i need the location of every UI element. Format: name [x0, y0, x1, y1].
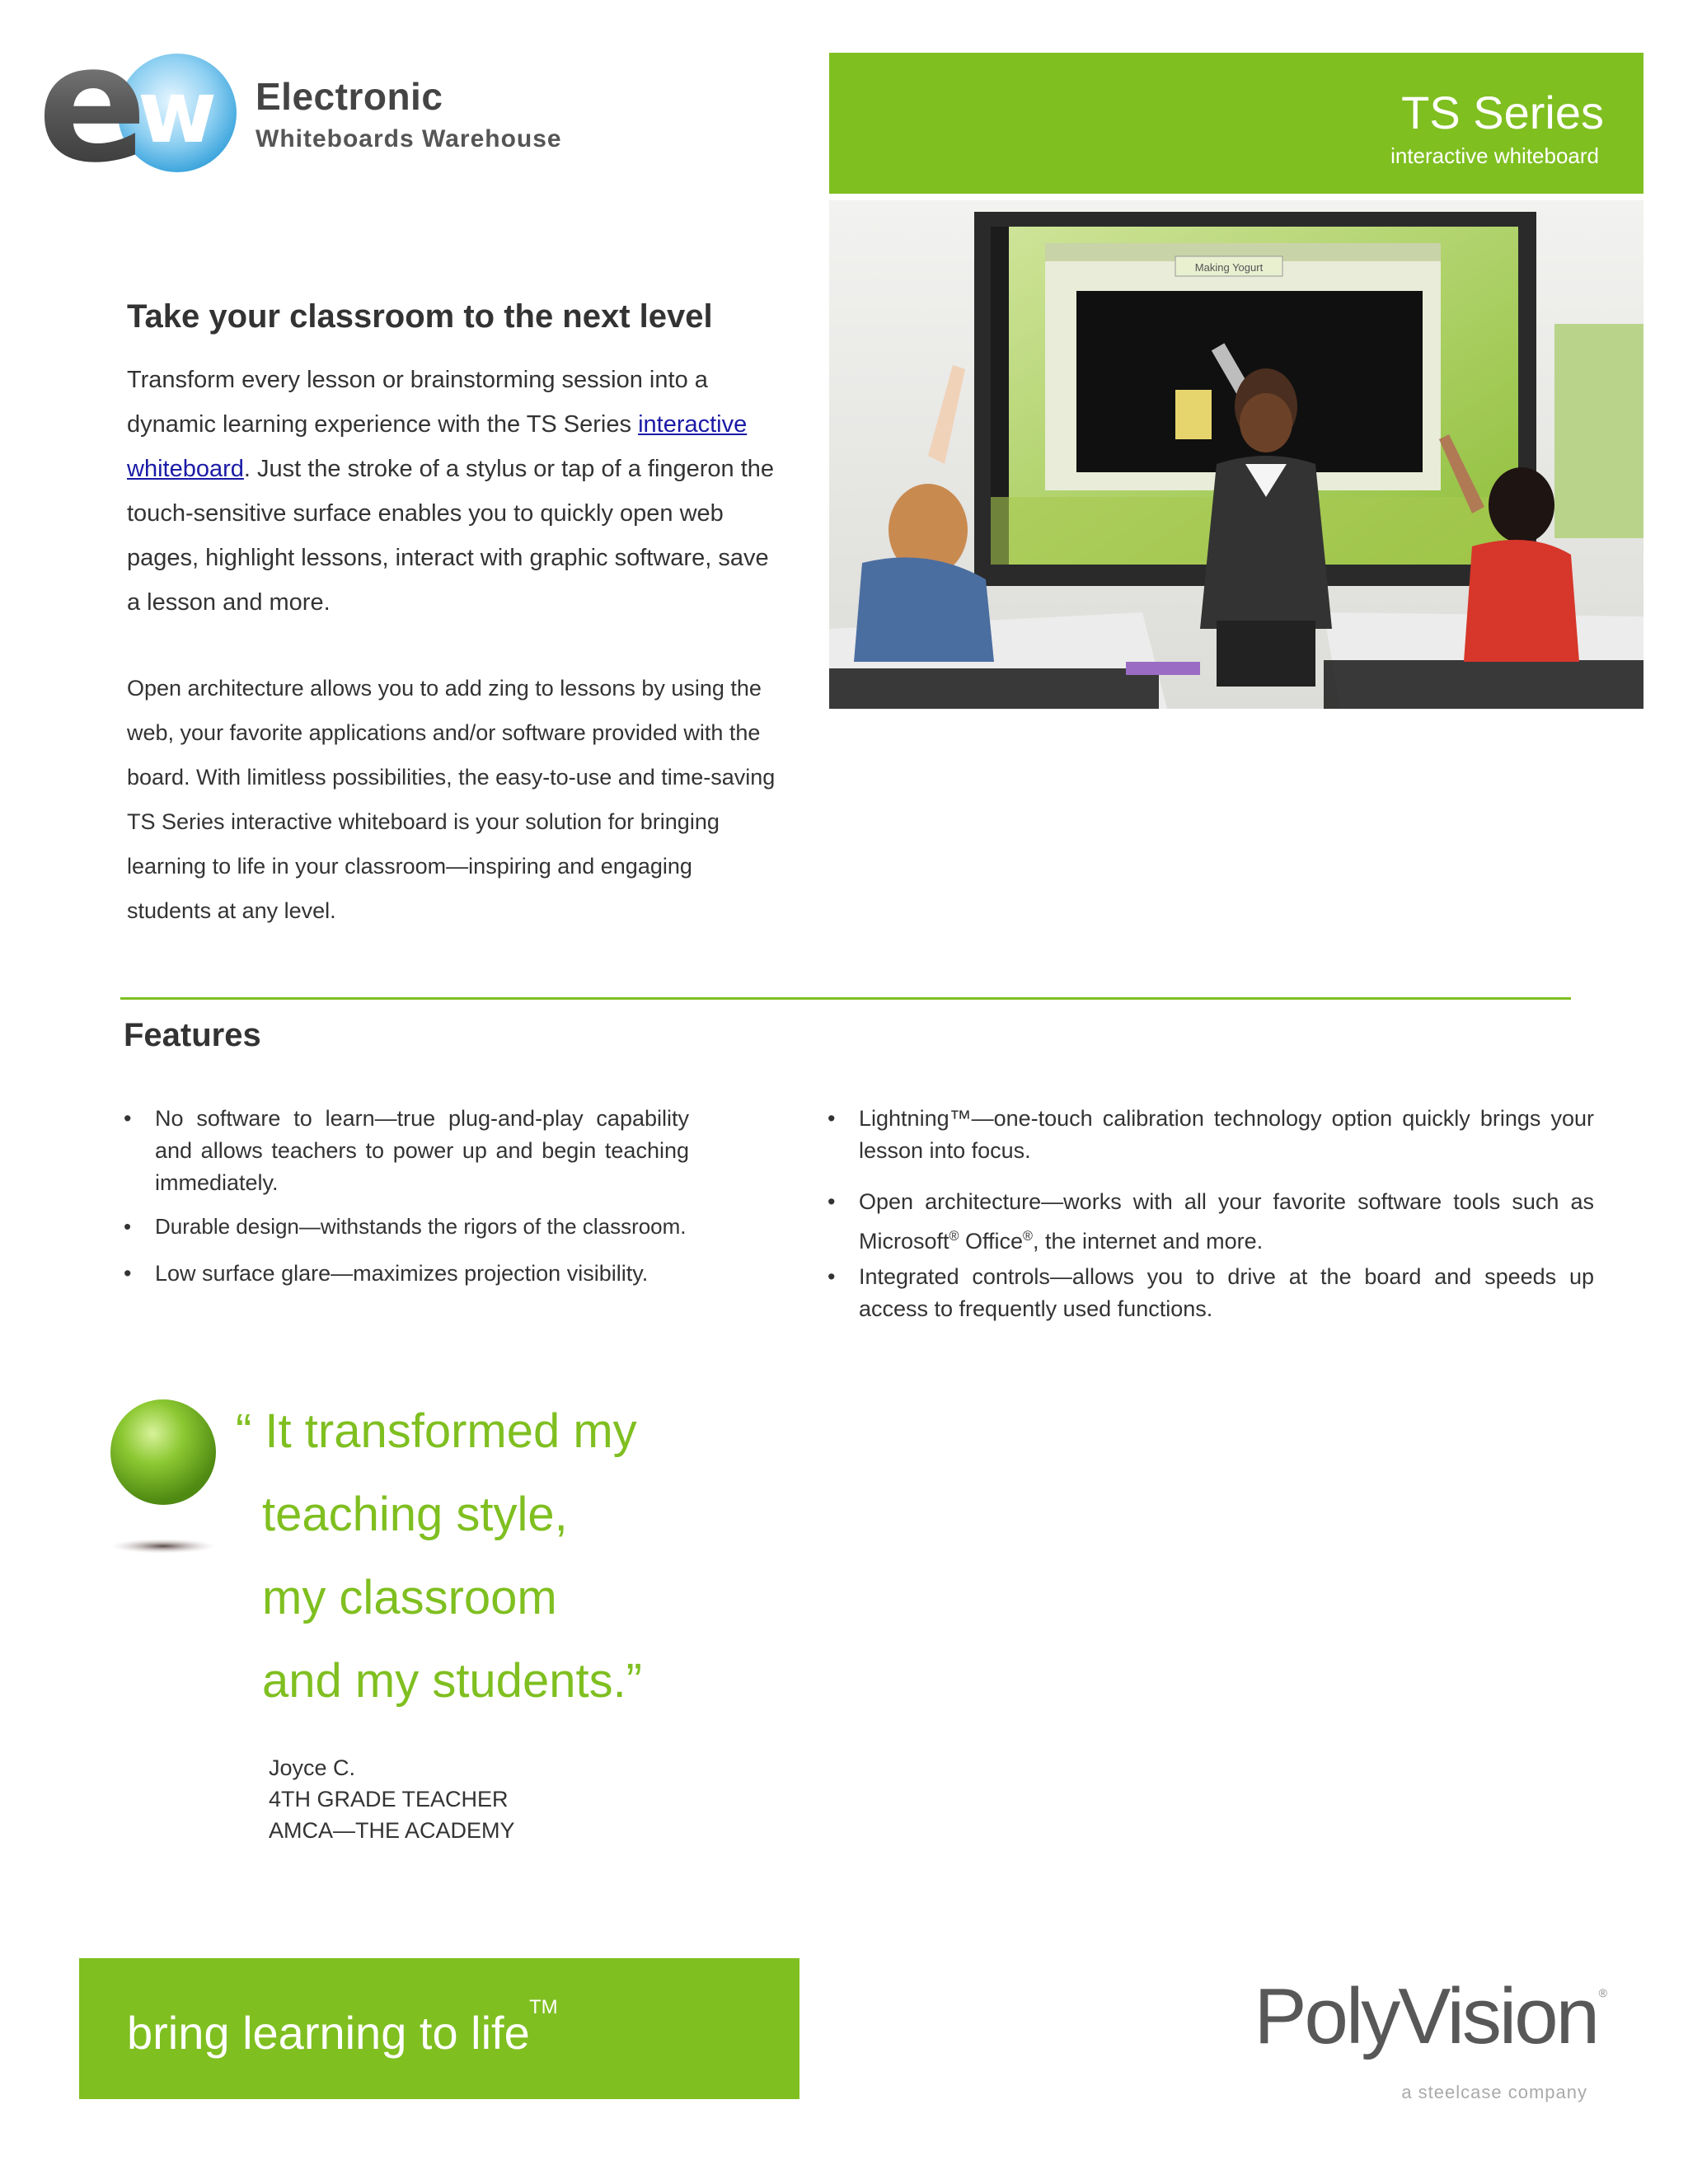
svg-text:e: e [37, 51, 148, 175]
quote-role: 4TH GRADE TEACHER [269, 1787, 509, 1811]
quote-line: my classroom [262, 1571, 557, 1624]
features-heading: Features [124, 1017, 261, 1053]
logo-title: Electronic [256, 75, 443, 118]
intro-paragraph-1 [127, 358, 778, 625]
feature-item: • Low surface glare—maximizes projection visibility. [124, 1258, 689, 1290]
series-title: TS Series [1401, 87, 1604, 138]
intro-heading: Take your classroom to the next level [127, 298, 713, 335]
brand-registered-mark: ® [1598, 1986, 1607, 1999]
classroom-photo [829, 200, 1643, 709]
series-subtitle: interactive whiteboard [1390, 143, 1599, 168]
feature-item: • Durable design—withstands the rigors of the classroom. [124, 1211, 689, 1243]
feature-text: Open architecture—works with all your favorite software tools such as Microsoft [859, 1189, 1594, 1254]
quote-attribution [269, 1752, 515, 1846]
green-sphere-icon [107, 1398, 219, 1559]
series-header-banner [829, 53, 1643, 194]
screen-label: Making Yogurt [1194, 261, 1264, 274]
quote-line: and my students.” [262, 1654, 642, 1708]
feature-item: • Integrated controls—allows you to drive at the board and speeds up access to frequently used functions. [828, 1261, 1594, 1325]
tagline-text: bring learning to life [127, 2007, 530, 2059]
quote-author: Joyce C. [269, 1755, 356, 1780]
feature-text: , the internet and more. [1032, 1229, 1264, 1254]
feature-text: Office [959, 1229, 1024, 1254]
feature-item: • Lightning™—one-touch calibration technology option quickly brings your lesson into focus. [828, 1103, 1594, 1167]
registered-mark: ® [949, 1229, 959, 1244]
ew-logo-icon [33, 51, 247, 175]
quote-org: AMCA—THE ACADEMY [269, 1818, 515, 1843]
feature-item [828, 1182, 1594, 1261]
svg-text:w: w [137, 62, 218, 162]
polyvision-logo [1236, 1963, 1607, 2111]
brand-name: PolyVision [1254, 1972, 1597, 2060]
trademark-mark: TM [529, 1996, 558, 2018]
intro-text: Transform every lesson or brainstorming session into a dynamic learning experience with the TS Series [127, 367, 708, 438]
logo-subtitle: Whiteboards Warehouse [256, 125, 562, 152]
intro-paragraph-2: Open architecture allows you to add zing to lessons by using the web, your favorite applications and/or software provided with the board. With limitless possibilities, the easy-to-use and time-saving TS Series interactive whiteboard is your solution for bringing learning to life in your classroom—inspiring and engaging students at any level. [127, 676, 776, 923]
quote-line: teaching style, [262, 1488, 568, 1541]
features-list-left [124, 1103, 689, 1290]
features-list-right [828, 1103, 1594, 1325]
quote-line: “ It transformed my [236, 1404, 637, 1458]
company-logo [33, 51, 577, 175]
interactive-whiteboard-link[interactable]: interactive whiteboard [127, 411, 748, 482]
testimonial-quote [236, 1390, 978, 1722]
classroom-illustration [829, 200, 1643, 709]
registered-mark: ® [1023, 1229, 1033, 1244]
feature-item: • No software to learn—true plug-and-play capability and allows teachers to power up and begin teaching immediately. [124, 1103, 689, 1199]
intro-text-cont: . Just the stroke of a stylus or tap of a fingeron the touch-sensitive surface enables you to quickly open web pages, highlight lessons, interact with graphic software, save a lesson and more. [127, 456, 775, 616]
section-divider [120, 997, 1571, 1000]
brand-subtitle: a steelcase company [1401, 2082, 1587, 2102]
tagline-banner [79, 1958, 799, 2099]
